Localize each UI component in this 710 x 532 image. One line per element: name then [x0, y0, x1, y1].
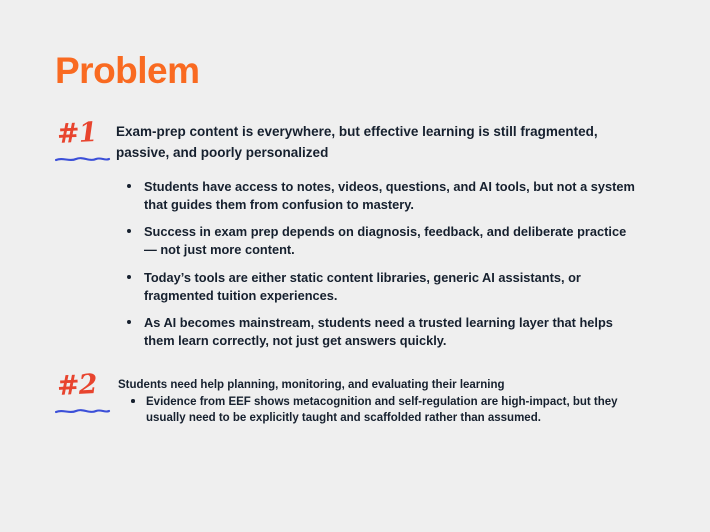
- underline-scribble-icon: [55, 155, 111, 164]
- bullet-dot-icon: [127, 184, 131, 188]
- list-item-text: Evidence from EEF shows metacognition and self-regulation are high-impact, but they usually need to be explicitly taught and scaffolded rather than assumed.: [146, 396, 618, 425]
- bullet-dot-icon: [127, 275, 131, 279]
- list-item: [124, 394, 624, 427]
- section-2-number: #2: [56, 368, 98, 403]
- section-1-bullet-list: [120, 178, 640, 359]
- list-item-text: Students have access to notes, videos, questions, and AI tools, but not a system that guides them from confusion to mastery.: [144, 179, 635, 213]
- section-1-marker: [56, 116, 117, 164]
- section-1-number: #1: [56, 116, 98, 151]
- section-2-bullet-list: [124, 394, 624, 432]
- page-title: Problem: [55, 50, 200, 91]
- bullet-dot-icon: [131, 399, 135, 403]
- list-item-text: Today’s tools are either static content libraries, generic AI assistants, or fragmented tuition experiences.: [144, 269, 581, 303]
- section-2-marker: [56, 368, 117, 416]
- underline-scribble-icon: [55, 407, 111, 416]
- bullet-dot-icon: [127, 229, 131, 233]
- list-item: [120, 223, 640, 259]
- list-item: [120, 269, 640, 305]
- list-item-text: As AI becomes mainstream, students need a trusted learning layer that helps them learn correctly, not just get answers quickly.: [144, 314, 613, 349]
- list-item: [120, 178, 640, 214]
- list-item: [120, 314, 640, 350]
- section-1-heading: Exam-prep content is everywhere, but effective learning is still fragmented, passive, and poorly personalized: [116, 124, 598, 160]
- list-item-text: Success in exam prep depends on diagnosis, feedback, and deliberate practice — not just more content.: [144, 224, 627, 258]
- bullet-dot-icon: [127, 320, 131, 324]
- section-2-heading: Students need help planning, monitoring, and evaluating their learning: [118, 379, 505, 391]
